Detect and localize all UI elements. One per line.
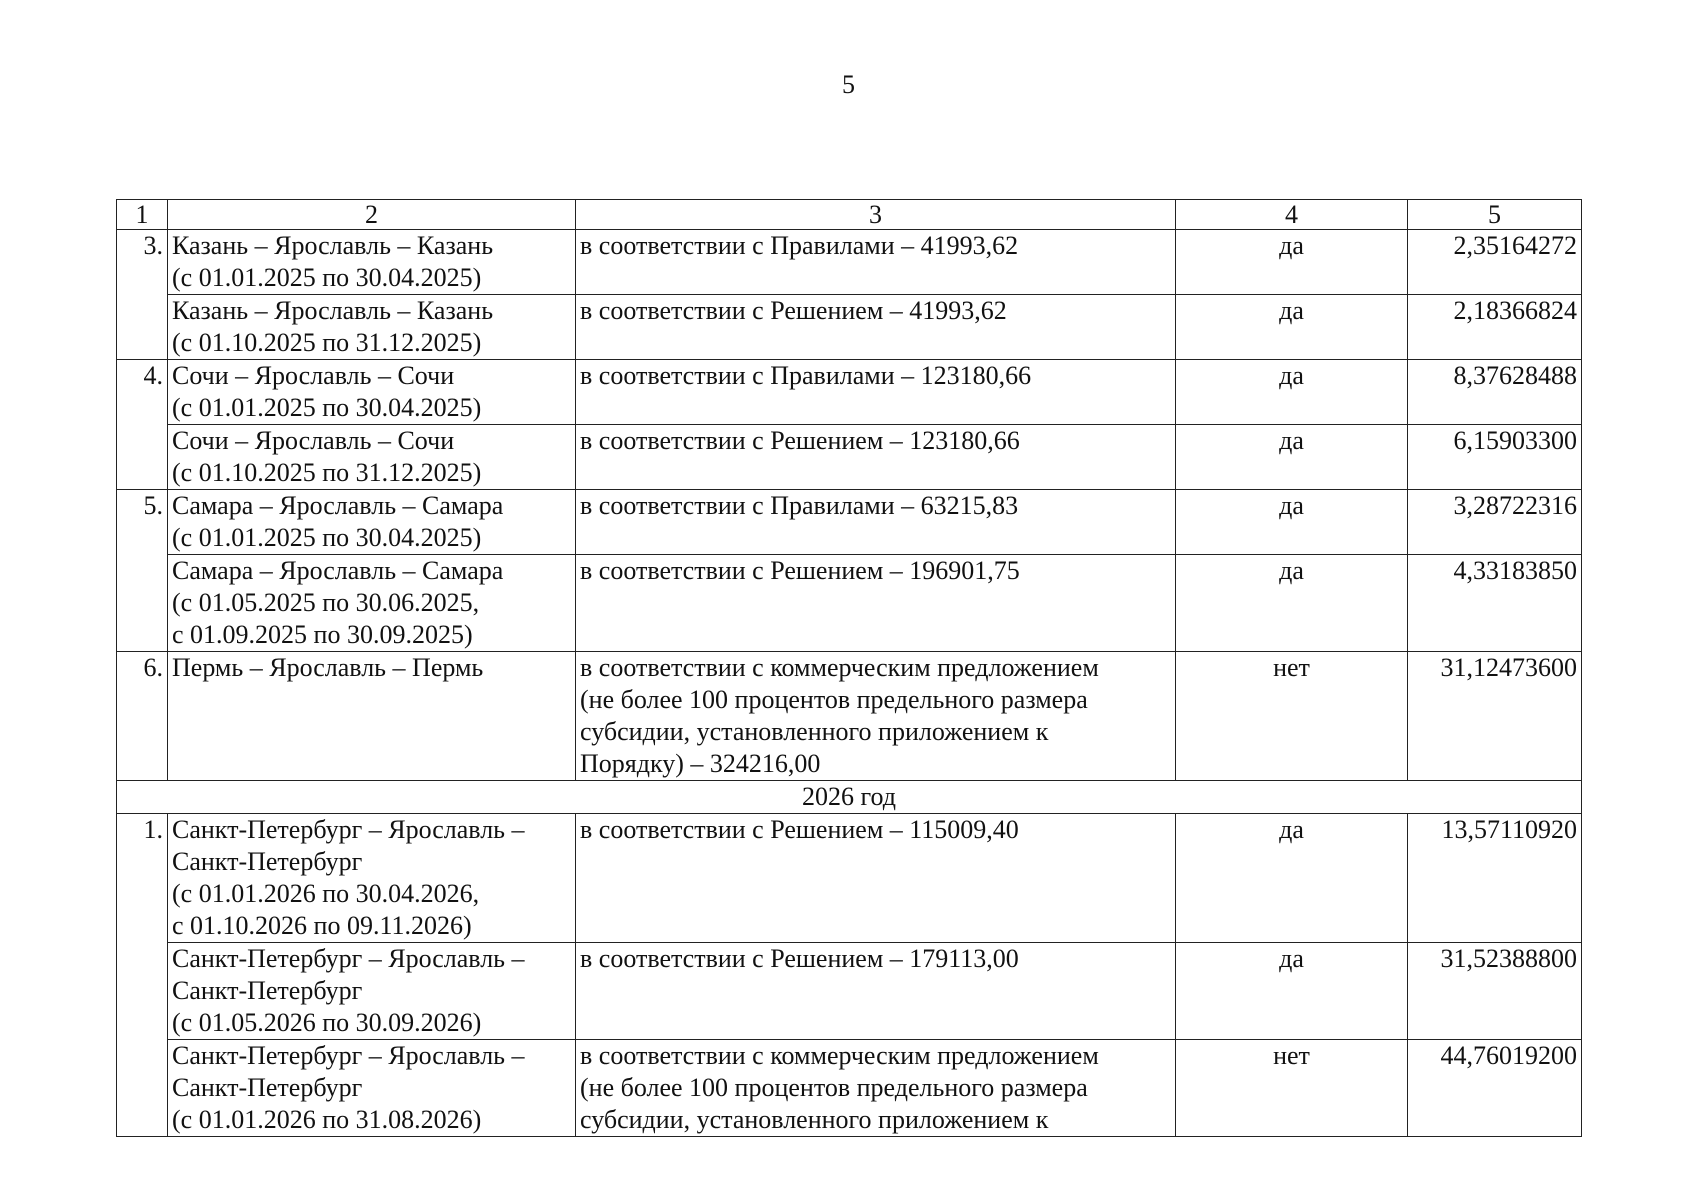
amount-cell: 2,35164272	[1408, 230, 1582, 295]
amount-cell: 8,37628488	[1408, 360, 1582, 425]
column-header: 2	[168, 200, 576, 230]
row-number: 5.	[117, 490, 168, 652]
amount-cell: 31,52388800	[1408, 943, 1582, 1040]
year-row	[117, 781, 1582, 814]
table-header-row	[117, 200, 1582, 230]
flag-cell: да	[1176, 555, 1408, 652]
amount-cell: 6,15903300	[1408, 425, 1582, 490]
flag-cell: нет	[1176, 652, 1408, 781]
table-row	[117, 814, 1582, 943]
column-header: 5	[1408, 200, 1582, 230]
route-cell: Сочи – Ярославль – Сочи (с 01.10.2025 по 31.12.2025)	[168, 425, 576, 490]
flag-cell: да	[1176, 425, 1408, 490]
table-row	[117, 490, 1582, 555]
amount-cell: 31,12473600	[1408, 652, 1582, 781]
basis-cell: в соответствии с Решением – 123180,66	[576, 425, 1176, 490]
amount-cell: 3,28722316	[1408, 490, 1582, 555]
amount-cell: 44,76019200	[1408, 1040, 1582, 1137]
amount-cell: 4,33183850	[1408, 555, 1582, 652]
route-cell: Санкт-Петербург – Ярославль – Санкт-Петербург (с 01.01.2026 по 31.08.2026)	[168, 1040, 576, 1137]
amount-cell: 2,18366824	[1408, 295, 1582, 360]
basis-cell: в соответствии с коммерческим предложением (не более 100 процентов предельного размера субсидии, установленного приложением к	[576, 1040, 1176, 1137]
table-row	[117, 360, 1582, 425]
route-cell: Санкт-Петербург – Ярославль – Санкт-Петербург (с 01.01.2026 по 30.04.2026, с 01.10.2026 по 09.11.2026)	[168, 814, 576, 943]
column-header: 1	[117, 200, 168, 230]
page-number: 5	[842, 70, 855, 99]
table-row	[117, 555, 1582, 652]
column-header: 3	[576, 200, 1176, 230]
flag-cell: нет	[1176, 1040, 1408, 1137]
table-row	[117, 295, 1582, 360]
route-cell: Санкт-Петербург – Ярославль – Санкт-Петербург (с 01.05.2026 по 30.09.2026)	[168, 943, 576, 1040]
flag-cell: да	[1176, 230, 1408, 295]
basis-cell: в соответствии с Решением – 115009,40	[576, 814, 1176, 943]
row-number: 1.	[117, 814, 168, 1137]
route-cell: Самара – Ярославль – Самара (с 01.05.2025 по 30.06.2025, с 01.09.2025 по 30.09.2025)	[168, 555, 576, 652]
table-row	[117, 652, 1582, 781]
route-cell: Казань – Ярославль – Казань (с 01.01.2025 по 30.04.2025)	[168, 230, 576, 295]
table-row	[117, 943, 1582, 1040]
flag-cell: да	[1176, 360, 1408, 425]
route-cell: Пермь – Ярославль – Пермь	[168, 652, 576, 781]
basis-cell: в соответствии с Правилами – 123180,66	[576, 360, 1176, 425]
route-cell: Самара – Ярославль – Самара (с 01.01.2025 по 30.04.2025)	[168, 490, 576, 555]
flag-cell: да	[1176, 295, 1408, 360]
row-number: 3.	[117, 230, 168, 360]
flag-cell: да	[1176, 814, 1408, 943]
basis-cell: в соответствии с Решением – 41993,62	[576, 295, 1176, 360]
route-cell: Казань – Ярославль – Казань (с 01.10.2025 по 31.12.2025)	[168, 295, 576, 360]
row-number: 4.	[117, 360, 168, 490]
basis-cell: в соответствии с Решением – 196901,75	[576, 555, 1176, 652]
basis-cell: в соответствии с коммерческим предложением (не более 100 процентов предельного размера субсидии, установленного приложением к Порядку) – 324216,00	[576, 652, 1176, 781]
flag-cell: да	[1176, 490, 1408, 555]
flag-cell: да	[1176, 943, 1408, 1040]
row-number: 6.	[117, 652, 168, 781]
amount-cell: 13,57110920	[1408, 814, 1582, 943]
column-header: 4	[1176, 200, 1408, 230]
basis-cell: в соответствии с Решением – 179113,00	[576, 943, 1176, 1040]
table-row	[117, 425, 1582, 490]
year-label: 2026 год	[117, 781, 1582, 814]
table-row	[117, 230, 1582, 295]
table-row	[117, 1040, 1582, 1137]
route-cell: Сочи – Ярославль – Сочи (с 01.01.2025 по 30.04.2025)	[168, 360, 576, 425]
basis-cell: в соответствии с Правилами – 63215,83	[576, 490, 1176, 555]
basis-cell: в соответствии с Правилами – 41993,62	[576, 230, 1176, 295]
subsidy-table	[116, 199, 1582, 1137]
